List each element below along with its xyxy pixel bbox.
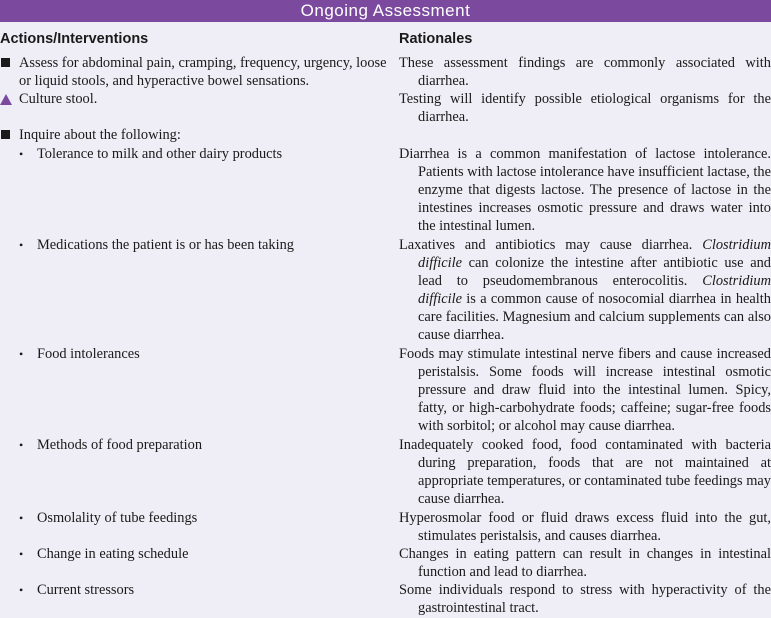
dot-bullet-icon: • [19, 347, 24, 361]
action-row-6 [0, 436, 392, 454]
action-row-4 [0, 236, 392, 254]
action-row-9 [0, 581, 392, 599]
square-bullet-icon [1, 58, 10, 67]
action-row-0 [0, 54, 392, 90]
dot-bullet-icon: • [19, 583, 24, 597]
rationale-text: Testing will identify possible etiological organisms for the diarrhea. [399, 91, 771, 125]
rationale-row-5 [399, 345, 771, 435]
rationale-row-7 [399, 509, 771, 545]
dot-bullet-icon: • [19, 511, 24, 525]
rationale-text: These assessment findings are commonly associated with diarrhea. [399, 55, 771, 89]
action-row-5 [0, 345, 392, 363]
rationales-header: Rationales [399, 31, 473, 47]
action-text: Methods of food preparation [37, 437, 203, 453]
rationale-text: Foods may stimulate intestinal nerve fibers and cause increased peristalsis. Some foods will increase intestinal osmotic pressure and draw fluid into the intestinal lumen. Spicy, fatty, or high-carbohydrate foods; caffeine; sugar-free foods with sorbitol; or alcohol may cause diarrhea. [399, 346, 771, 434]
rationale-row-1 [399, 90, 771, 126]
action-text: Culture stool. [19, 91, 98, 107]
action-row-7 [0, 509, 392, 527]
action-text: Current stressors [37, 582, 135, 598]
rationale-row-9 [399, 581, 771, 617]
action-text: Osmolality of tube feedings [37, 510, 198, 526]
rationale-row-4 [399, 236, 771, 344]
action-row-1 [0, 90, 392, 108]
rationale-row-6 [399, 436, 771, 508]
dot-bullet-icon: • [19, 147, 24, 161]
action-text: Assess for abdominal pain, cramping, frequency, urgency, loose or liquid stools, and hyperactive bowel sensations. [19, 55, 387, 89]
rationale-row-3 [399, 145, 771, 235]
triangle-bullet-icon [0, 94, 12, 105]
action-text: Tolerance to milk and other dairy products [37, 146, 283, 162]
action-row-3 [0, 145, 392, 163]
actions-header: Actions/Interventions [0, 31, 149, 47]
dot-bullet-icon: • [19, 238, 24, 252]
square-bullet-icon [1, 130, 10, 139]
rationale-row-8 [399, 545, 771, 581]
action-text: Inquire about the following: [19, 127, 181, 143]
action-text: Change in eating schedule [37, 546, 189, 562]
rationale-text: Laxatives and antibiotics may cause diarrhea. Clostridium difficile can colonize the intestine after antibiotic use and lead to pseudomembranous enterocolitis. Clostridium difficile is a common cause of nosocomial diarrhea in health care facilities. Magnesium and calcium supplements can also cause diarrhea. [399, 237, 771, 343]
section-title-bar [0, 0, 771, 22]
rationale-text: Some individuals respond to stress with hyperactivity of the gastrointestinal tract. [399, 582, 771, 616]
rationale-text: Changes in eating pattern can result in changes in intestinal function and lead to diarrhea. [399, 546, 771, 580]
action-row-8 [0, 545, 392, 563]
action-text: Food intolerances [37, 346, 140, 362]
section-title: Ongoing Assessment [300, 1, 471, 20]
rationale-text: Diarrhea is a common manifestation of lactose intolerance. Patients with lactose intolerance have insufficient lactase, the enzyme that digests lactose. The presence of lactose in the intestines increases osmotic pressure and draws water into the intestinal lumen. [399, 146, 771, 234]
dot-bullet-icon: • [19, 438, 24, 452]
rationale-row-0 [399, 54, 771, 90]
dot-bullet-icon: • [19, 547, 24, 561]
rationale-text: Hyperosmolar food or fluid draws excess fluid into the gut, stimulates peristalsis, and causes diarrhea. [399, 510, 771, 544]
action-row-2 [0, 126, 392, 144]
rationale-text: Inadequately cooked food, food contaminated with bacteria during preparation, foods that are not maintained at appropriate temperatures, or contaminated tube feedings may cause diarrhea. [399, 437, 771, 507]
action-text: Medications the patient is or has been taking [37, 237, 294, 253]
